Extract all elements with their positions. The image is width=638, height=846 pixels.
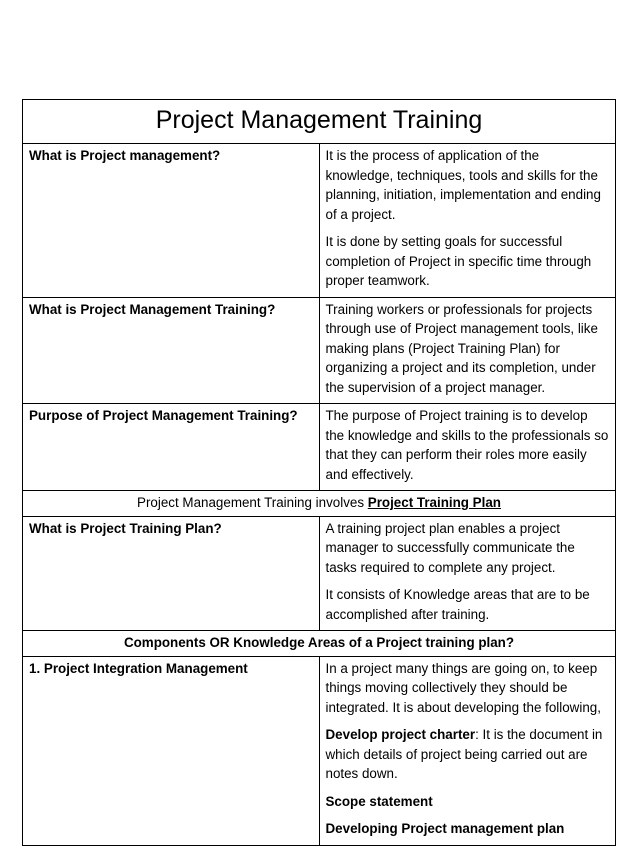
scope-statement: Scope statement (325, 793, 433, 809)
row-question: Purpose of Project Management Training? (23, 404, 320, 491)
row-answer (319, 656, 616, 845)
answer-paragraph: Training workers or professionals for projects through use of Project management tools, like making plans (Project Training Plan) for organizing a project and its completion, under the supervision of a project manager. (325, 301, 598, 395)
components-heading: Components OR Knowledge Areas of a Project training plan? (23, 631, 616, 657)
row-answer (319, 297, 616, 404)
project-training-plan-link[interactable]: Project Training Plan (367, 495, 501, 510)
row-question: What is Project Training Plan? (23, 516, 320, 631)
table-row (23, 656, 616, 845)
charter-text: : It is the document in which details of project being carried out are notes down. (325, 727, 603, 781)
answer-paragraph: It is the process of application of the knowledge, techniques, tools and skills for the planning, initiation, implementation and ending of a project. (325, 148, 601, 222)
answer-paragraph: It is done by setting goals for successful completion of Project in specific time through proper teamwork. (325, 234, 592, 288)
involves-statement (23, 491, 616, 517)
row-question: What is Project Management Training? (23, 297, 320, 404)
answer-paragraph: It consists of Knowledge areas that are to be accomplished after training. (325, 587, 590, 622)
document (22, 99, 616, 846)
management-plan: Developing Project management plan (325, 821, 565, 836)
charter-label: Develop project charter (325, 727, 476, 742)
table-row (23, 516, 616, 631)
row-answer (319, 404, 616, 491)
answer-paragraph: A training project plan enables a project manager to successfully communicate the tasks required to complete any project. (325, 520, 575, 575)
table-row (23, 297, 616, 404)
components-row (23, 631, 616, 657)
answer-paragraph: In a project many things are going on, to keep things moving collectively they should be integrated. It is about developing the following, (325, 660, 601, 715)
document-title: Project Management Training (23, 100, 616, 144)
row-answer (319, 516, 616, 631)
title-row (23, 100, 616, 144)
charter-paragraph (326, 725, 610, 784)
row-question: 1. Project Integration Management (23, 656, 320, 845)
table-row (23, 144, 616, 298)
involves-text: Project Management Training involves (137, 495, 368, 510)
involves-row (23, 491, 616, 517)
row-question: What is Project management? (23, 144, 320, 298)
training-table (22, 99, 616, 846)
row-answer (319, 144, 616, 298)
table-row (23, 404, 616, 491)
answer-paragraph: The purpose of Project training is to develop the knowledge and skills to the professionals so that they can perform their roles more easily and effectively. (325, 408, 609, 482)
